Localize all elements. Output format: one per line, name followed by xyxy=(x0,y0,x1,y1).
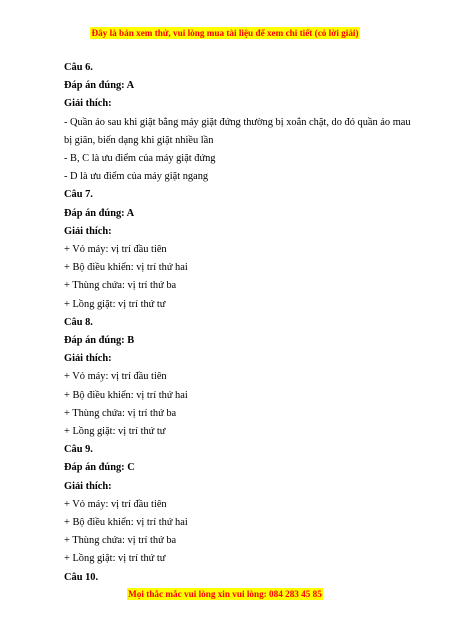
correct-answer: Đáp án đúng: A xyxy=(64,80,135,92)
explanation-bullet: + Bộ điều khiển: vị trí thứ hai xyxy=(64,517,188,529)
explanation-bullet: + Bộ điều khiển: vị trí thứ hai xyxy=(64,389,188,401)
explanation-heading: Giải thích: xyxy=(64,353,112,365)
explanation-bullet: + Vỏ máy: vị trí đầu tiên xyxy=(64,371,167,383)
question-number: Câu 10. xyxy=(64,571,99,583)
explanation-bullet: + Lồng giặt: vị trí thứ tư xyxy=(64,298,166,310)
explanation-heading: Giải thích: xyxy=(64,480,112,492)
correct-answer: Đáp án đúng: C xyxy=(64,462,135,474)
correct-answer: Đáp án đúng: B xyxy=(64,335,135,347)
explanation-bullet: + Bộ điều khiển: vị trí thứ hai xyxy=(64,262,188,274)
explanation-point: - D là ưu điểm của máy giặt ngang xyxy=(64,171,209,183)
explanation-bullet: + Vỏ máy: vị trí đầu tiên xyxy=(64,244,167,256)
question-number: Câu 9. xyxy=(64,444,93,456)
explanation-heading: Giải thích: xyxy=(64,225,112,237)
preview-notice-banner xyxy=(0,27,450,39)
explanation-bullet: + Lồng giặt: vị trí thứ tư xyxy=(64,553,166,565)
explanation-bullet: + Vỏ máy: vị trí đầu tiên xyxy=(64,498,167,510)
preview-notice-text: Đây là bản xem thử, vui lòng mua tài liệu để xem chi tiết (có lời giải) xyxy=(91,28,359,38)
explanation-bullet: + Lồng giặt: vị trí thứ tư xyxy=(64,426,166,438)
explanation-bullet: + Thùng chứa: vị trí thứ ba xyxy=(64,535,177,547)
contact-footer-banner xyxy=(0,588,450,600)
contact-footer-text: Mọi thắc mắc vui lòng xin vui lòng: 084 283 45 85 xyxy=(128,589,322,599)
question-number: Câu 8. xyxy=(64,316,93,328)
explanation-point: - Quần áo sau khi giặt bằng máy giặt đứng thường bị xoắn chặt, do đó quần áo mau bị giãn, biến dạng khi giặt nhiều lần xyxy=(64,116,411,146)
correct-answer: Đáp án đúng: A xyxy=(64,207,135,219)
explanation-bullet: + Thùng chứa: vị trí thứ ba xyxy=(64,280,177,292)
question-number: Câu 6. xyxy=(64,62,93,73)
explanation-point: - B, C là ưu điểm của máy giặt đứng xyxy=(64,153,216,165)
explanation-bullet: + Thùng chứa: vị trí thứ ba xyxy=(64,407,177,419)
question-number: Câu 7. xyxy=(64,189,93,201)
explanation-heading: Giải thích: xyxy=(64,98,112,110)
answer-key-content xyxy=(64,59,414,587)
